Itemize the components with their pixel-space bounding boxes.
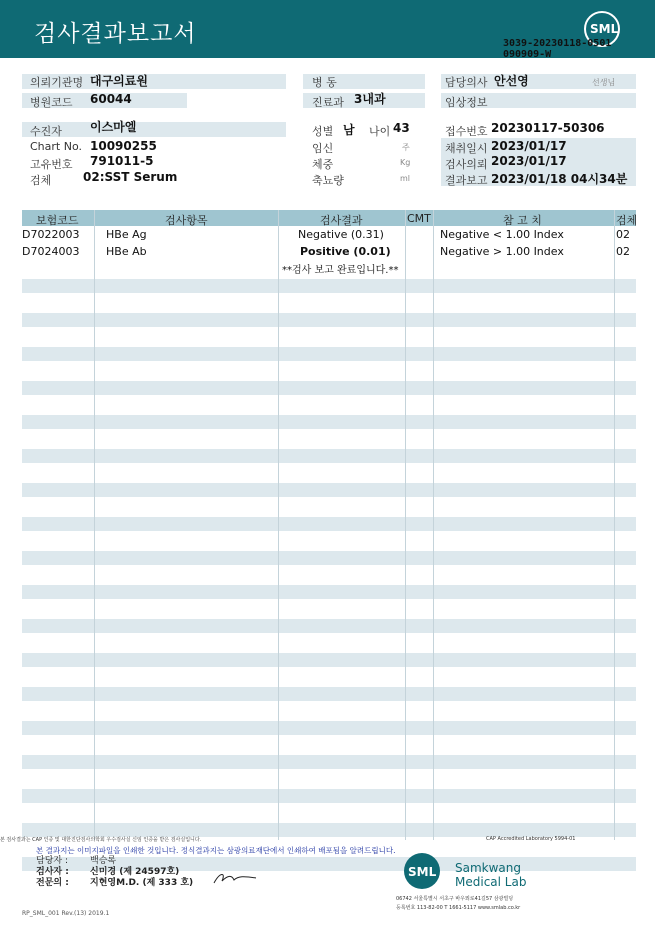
report-label: 결과보고 (445, 174, 488, 187)
company-address: 06742 서울특별시 서초구 바우뫼로41길57 삼광빌딩 (396, 896, 514, 902)
request-label: 검사의뢰 (445, 158, 488, 171)
dept-value: 3내과 (354, 92, 386, 106)
doctor-label: 담당의사 (445, 76, 488, 89)
receipt-label: 접수번호 (445, 125, 488, 138)
table-stripe (22, 415, 636, 429)
col-specimen: 검체 (616, 214, 638, 227)
examiner-value: 신미경 (제 24597호) (90, 867, 180, 877)
manager-label: 담당자 : (36, 856, 68, 866)
sex-value: 남 (343, 123, 355, 137)
collect-label: 채취일시 (445, 142, 488, 155)
table-stripe (22, 483, 636, 497)
doctor-value: 안선영 (494, 74, 529, 88)
patient-label: 수진자 (30, 125, 62, 138)
dept-label: 진료과 (312, 96, 344, 109)
urine-label: 축뇨량 (312, 174, 344, 187)
examiner-label: 검사자 : (36, 867, 69, 877)
specimen-label: 검체 (30, 174, 52, 187)
table-stripe (22, 313, 636, 327)
col-reference: 참 고 치 (503, 214, 542, 227)
row-item: HBe Ab (106, 245, 147, 258)
row-reference: Negative < 1.00 Index (440, 228, 564, 241)
table-stripe (22, 551, 636, 565)
signature-icon (212, 870, 258, 886)
age-label: 나이 (369, 125, 391, 138)
cap-accreditation: CAP Accredited Laboratory 5994-01 (486, 836, 576, 842)
col-test-item: 검사항목 (165, 214, 208, 227)
sml-company-logo-text: SML (408, 865, 437, 879)
col-divider (405, 210, 406, 840)
table-stripe (22, 687, 636, 701)
table-stripe (22, 449, 636, 463)
row-specimen: 02 (616, 245, 630, 258)
table-stripe (22, 755, 636, 769)
table-stripe (22, 789, 636, 803)
id-no-label: 고유번호 (30, 158, 73, 171)
document-number: 3039-20230118-0501 090909-W (503, 38, 612, 60)
row-code: D7024003 (22, 245, 80, 258)
col-divider (94, 210, 95, 840)
col-divider (433, 210, 434, 840)
specialist-value: 지현영M.D. (제 333 호) (90, 878, 194, 888)
weight-label: 체중 (312, 158, 334, 171)
receipt-value: 20230117-50306 (491, 121, 605, 135)
form-number: RP_SML_001 Rev.(13) 2019.1 (22, 910, 110, 917)
age-value: 43 (393, 121, 410, 135)
table-stripe (22, 347, 636, 361)
report-value: 2023/01/18 04시34분 (491, 172, 628, 186)
table-stripe (22, 279, 636, 293)
clinical-info-label: 임상정보 (445, 96, 488, 109)
col-divider (614, 210, 615, 840)
row-result: Positive (0.01) (300, 245, 391, 258)
sml-logo-text: SML (590, 22, 619, 36)
request-value: 2023/01/17 (491, 154, 567, 168)
requesting-org-label: 의뢰기관명 (30, 76, 84, 89)
hospital-code-value: 60044 (90, 92, 132, 106)
ward-label: 병 동 (312, 76, 337, 89)
manager-value: 백승록 (90, 856, 117, 866)
patient-value: 이스마엘 (90, 120, 137, 134)
pregnancy-unit: 주 (402, 143, 410, 152)
row-item: HBe Ag (106, 228, 147, 241)
collect-value: 2023/01/17 (491, 139, 567, 153)
table-stripe (22, 653, 636, 667)
print-notice: 본 결과지는 이미지파일을 인쇄한 것입니다. 정식결과지는 삼광의료재단에서 인쇄하여 배포됨을 알려드립니다. (36, 846, 396, 855)
row-reference: Negative > 1.00 Index (440, 245, 564, 258)
company-name: Samkwang Medical Lab (455, 861, 527, 889)
id-no-value: 791011-5 (90, 154, 154, 168)
requesting-org-value: 대구의료원 (90, 74, 148, 88)
chart-no-label: Chart No. (30, 140, 82, 153)
urine-unit: ml (400, 174, 411, 183)
sex-label: 성별 (312, 125, 334, 138)
col-divider (278, 210, 279, 840)
row-result: Negative (0.31) (298, 228, 384, 241)
table-stripe (22, 517, 636, 531)
chart-no-value: 10090255 (90, 139, 157, 153)
report-title: 검사결과보고서 (34, 21, 197, 47)
specimen-value: 02:SST Serum (83, 170, 178, 184)
col-insurance-code: 보험코드 (36, 214, 79, 227)
accreditation-note: 본 검사결과는 CAP 인증 및 대한진단검사의학회 우수검사실 신임 인증을 받은 검사실입니다. (0, 837, 202, 843)
table-stripe (22, 721, 636, 735)
pregnancy-label: 임신 (312, 142, 334, 155)
row-specimen: 02 (616, 228, 630, 241)
table-stripe (22, 585, 636, 599)
doctor-suffix: 선생님 (592, 78, 616, 87)
table-stripe (22, 619, 636, 633)
col-result: 검사결과 (320, 214, 363, 227)
col-cmt: CMT (407, 212, 431, 225)
weight-unit: Kg (400, 158, 411, 167)
specialist-label: 전문의 : (36, 878, 69, 888)
table-stripe (22, 823, 636, 837)
table-stripe (22, 381, 636, 395)
company-contact: 등록번호 113-82-00 T 1661-5117 www.smlab.co.kr (396, 905, 521, 911)
row-code: D7022003 (22, 228, 80, 241)
completion-note: **검사 보고 완료입니다.** (282, 265, 399, 276)
hospital-code-label: 병원코드 (30, 96, 73, 109)
